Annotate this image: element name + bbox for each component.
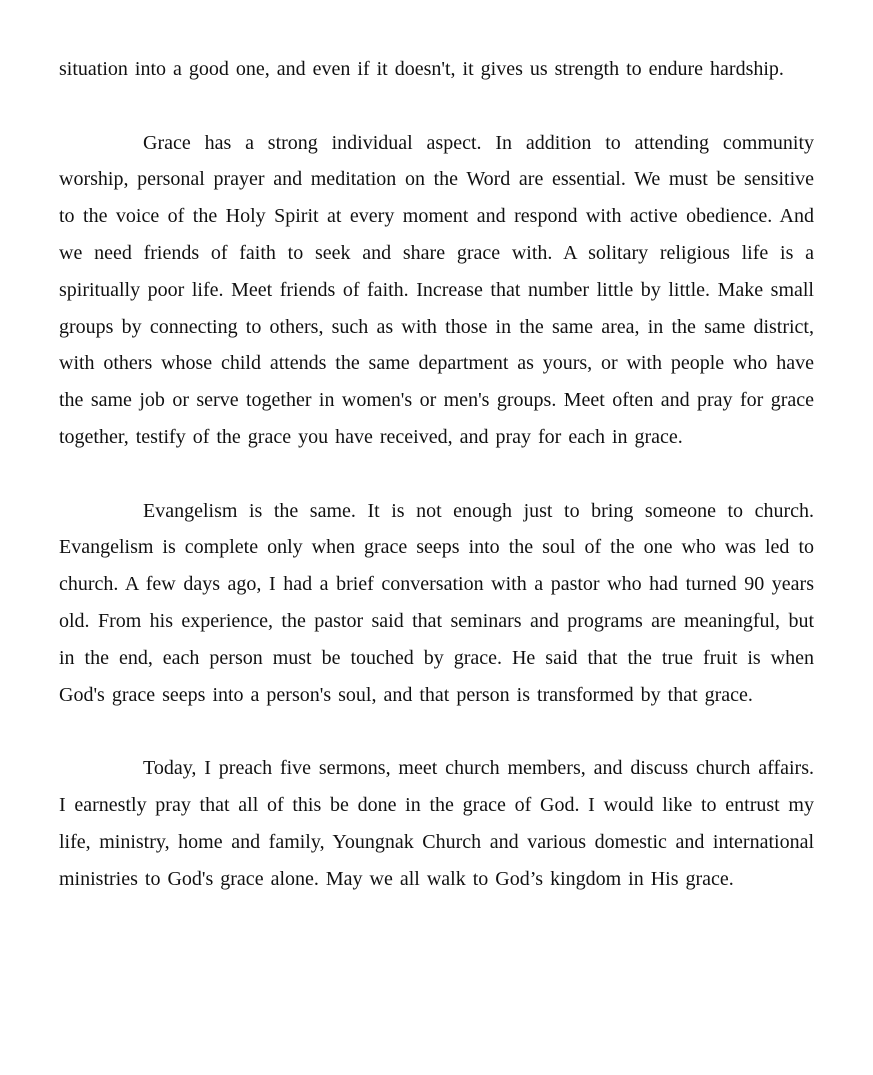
paragraph-today: Today, I preach five sermons, meet church members, and discuss church affairs. I earnestly pray that all of this be done in the grace of God. I would like to entrust my life, ministry, home and family, Youngnak Church and various domestic and international ministries to God's grace alone. May we all walk to God’s kingdom in His grace. (59, 757, 814, 890)
paragraph-continuation: situation into a good one, and even if it doesn't, it gives us strength to endure hardship. (59, 58, 784, 80)
paragraph-evangelism: Evangelism is the same. It is not enough just to bring someone to church. Evangelism is complete only when grace seeps into the soul of the one who was led to church. A few days ago, I had a brief conversation with a pastor who had turned 90 years old. From his experience, the pastor said that seminars and programs are meaningful, but in the end, each person must be touched by grace. He said that the true fruit is when God's grace seeps into a person's soul, and that person is transformed by that grace. (59, 499, 814, 706)
document-page (59, 51, 814, 897)
paragraph-grace-individual: Grace has a strong individual aspect. In addition to attending community worship, personal prayer and meditation on the Word are essential. We must be sensitive to the voice of the Holy Spirit at every moment and respond with active obedience. And we need friends of faith to seek and share grace with. A solitary religious life is a spiritually poor life. Meet friends of faith. Increase that number little by little. Make small groups by connecting to others, such as with those in the same area, in the same district, with others whose child attends the same department as yours, or with people who have the same job or serve together in women's or men's groups. Meet often and pray for grace together, testify of the grace you have received, and pray for each in grace. (59, 131, 814, 448)
